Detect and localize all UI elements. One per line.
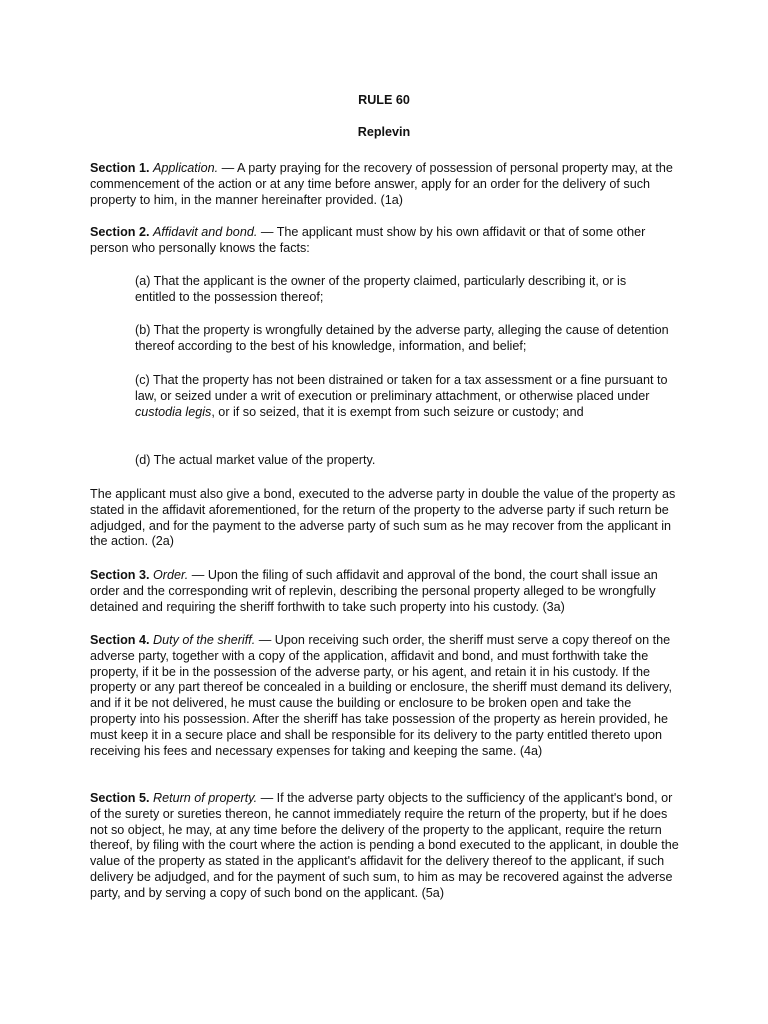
section-2-label: Section 2. (90, 225, 150, 239)
section-2-body: — The applicant must show by his own affidavit or that of some other person who personally knows the facts: (90, 225, 646, 255)
section-2-item-c-text-end: , or if so seized, that it is exempt from such seizure or custody; and (211, 404, 584, 419)
section-2-item-c (135, 373, 670, 420)
section-4 (90, 633, 680, 759)
section-5-label: Section 5. (90, 791, 150, 805)
section-1-label: Section 1. (90, 161, 150, 175)
section-2-item-c-text: (c) That the property has not been distrained or taken for a tax assessment or a fine pursuant to law, or seized under a writ of execution or preliminary attachment, or otherwise placed under (135, 373, 668, 403)
section-4-body: — Upon receiving such order, the sheriff must serve a copy thereof on the adverse party, together with a copy of the application, affidavit and bond, and must forthwith take the property, if it be in the possession of the adverse party, or his agent, and retain it in his custody. If the property or any part thereof be concealed in a building or enclosure, the sheriff must demand its delivery, and if it be not delivered, he must cause the building or enclosure to be broken open and take the property into his possession. After the sheriff has take possession of the property as herein provided, he must keep it in a secure place and shall be responsible for its delivery to the party entitled thereto upon receiving his fees and necessary expenses for taking and keeping the same. (4a) (90, 633, 672, 758)
section-5-body: — If the adverse party objects to the sufficiency of the applicant's bond, or of the surety or sureties thereon, he cannot immediately require the return of the property, but if he does not so object, he may, at any time before the delivery of the property to the applicant, require the return thereof, by filing with the court where the action is pending a bond executed to the applicant, in double the value of the property as stated in the applicant's affidavit for the delivery thereof to the applicant, if such delivery be adjudged, and for the payment of such sum, to him as may be recovered against the adverse party, and by serving a copy of such bond on the applicant. (5a) (90, 791, 679, 900)
section-4-title: Duty of the sheriff. (153, 633, 256, 647)
section-2-title: Affidavit and bond. (153, 225, 258, 239)
section-3-body: — Upon the filing of such affidavit and approval of the bond, the court shall issue an order and the corresponding writ of replevin, describing the personal property alleged to be wrongfully detained and requiring the sheriff forthwith to take such property into his custody. (3a) (90, 568, 658, 614)
section-2-item-b: (b) That the property is wrongfully detained by the adverse party, alleging the cause of detention thereof according to the best of his knowledge, information, and belief; (135, 323, 669, 353)
section-3-label: Section 3. (90, 568, 150, 582)
section-5-title: Return of property. (153, 791, 258, 805)
section-3 (90, 568, 680, 615)
rule-heading: RULE 60 (358, 93, 410, 107)
rule-title: Replevin (357, 125, 411, 139)
section-1-body: — A party praying for the recovery of possession of personal property may, at the commencement of the action or at any time before answer, apply for an order for the delivery of such property to him, in the manner hereinafter provided. (1a) (90, 161, 673, 207)
section-1 (90, 161, 680, 208)
section-2-item-c-latin: custodia legis (135, 404, 212, 419)
section-2 (90, 225, 680, 257)
section-3-title: Order. (153, 568, 189, 582)
section-4-label: Section 4. (90, 633, 150, 647)
section-2-closing: The applicant must also give a bond, executed to the adverse party in double the value of the property as stated in the affidavit aforementioned, for the return of the property to the adverse party if such return be adjudged, and for the payment to the adverse party of such sum as he may recover from the applicant in the action. (2a) (90, 487, 676, 549)
section-5 (90, 791, 680, 902)
section-1-title: Application. (153, 161, 219, 175)
section-2-item-a: (a) That the applicant is the owner of the property claimed, particularly describing it, or is entitled to the possession thereof; (135, 274, 627, 304)
section-2-item-d: (d) The actual market value of the property. (135, 453, 376, 467)
